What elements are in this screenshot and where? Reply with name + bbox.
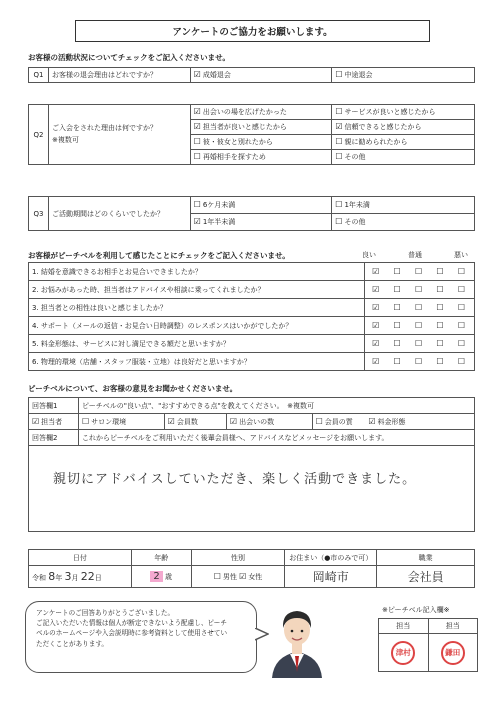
staff-header-2: 担当: [428, 619, 478, 634]
footer-line1: アンケートのご回答ありがとうございました。: [36, 609, 175, 617]
option-label: 担当者: [41, 417, 63, 426]
option-label: サービスが良いと感じたから: [344, 108, 436, 116]
checkbox[interactable]: ☐: [315, 416, 323, 426]
option-label: 6ケ月未満: [202, 201, 236, 209]
rating-checkbox[interactable]: ☐: [393, 285, 401, 294]
female-label: 女性: [248, 572, 263, 581]
rating-no: 5.: [32, 339, 39, 348]
checkbox[interactable]: ☐: [193, 200, 201, 209]
checkbox-checked[interactable]: ☑: [32, 416, 40, 426]
option-label: 1年未満: [344, 201, 370, 209]
option-label: 1年半未満: [202, 218, 236, 226]
header-address: お住まい（●市のみで可）: [285, 550, 377, 566]
rating-checkbox[interactable]: ☐: [457, 303, 465, 312]
option-label: 料金形態: [377, 417, 406, 426]
staff-seal-1: 津村: [391, 641, 415, 665]
month-value[interactable]: 3: [64, 570, 72, 583]
answer2-label: 回答欄2: [29, 430, 79, 446]
rating-checkbox[interactable]: ☐: [414, 321, 423, 330]
header-job: 職業: [377, 550, 475, 566]
era: 令和: [32, 574, 46, 582]
answer1-label: 回答欄1: [29, 398, 79, 414]
rating-checkbox[interactable]: ☐: [414, 267, 423, 276]
rating-checkbox[interactable]: ☐: [457, 339, 465, 348]
rating-checkbox[interactable]: ☐: [436, 321, 444, 330]
rating-checkbox-checked[interactable]: ☑: [372, 321, 380, 330]
checkbox[interactable]: ☐: [193, 152, 201, 161]
rating-question: サポート（メールの返信・お見合い日時調整）のレスポンスはいかがでしたか？: [40, 321, 293, 330]
year-unit: 年: [55, 574, 63, 582]
rating-no: 4.: [32, 321, 39, 330]
rating-checkbox[interactable]: ☐: [414, 285, 423, 294]
rating-question: 結婚を意識できるお相手とお見合いできましたか？: [40, 267, 202, 276]
q2-note: ※複数可: [51, 135, 79, 144]
option-label: 会員の質: [324, 417, 353, 426]
staff-section-title: ※ピーチベル記入欄※: [382, 606, 450, 614]
q3-text: ご活動期間はどのくらいでしたか？: [48, 197, 190, 231]
checkbox-checked[interactable]: ☑: [193, 217, 201, 226]
rating-checkbox[interactable]: ☐: [393, 357, 401, 366]
q2-table: [28, 104, 475, 165]
rating-checkbox-checked[interactable]: ☑: [372, 357, 380, 366]
option-label: 成婚退会: [202, 71, 231, 79]
section2-heading: お客様がピーチベルを利用して感じたことにチェックをご記入くださいませ。: [28, 251, 290, 260]
option-label: 再婚相手を探すため: [202, 153, 266, 161]
checkbox-checked[interactable]: ☑: [368, 416, 376, 426]
q3-table: [28, 196, 475, 231]
rating-question: 物理的環境（店舗・スタッフ服装・立地）は良好だと思いますか？: [40, 357, 251, 366]
answer2-prompt: これからピーチベルをご利用いただく後輩会員様へ、アドバイスなどメッセージをお願いします。: [79, 430, 475, 446]
header-date: 日付: [29, 550, 132, 566]
option-label: 中途退会: [344, 71, 373, 79]
male-label: 男性: [222, 572, 237, 581]
q1-no: Q1: [29, 68, 49, 83]
rating-checkbox[interactable]: ☐: [414, 357, 423, 366]
rating-checkbox[interactable]: ☐: [436, 285, 444, 294]
age-value[interactable]: 2: [150, 571, 162, 582]
checkbox-checked[interactable]: ☑: [193, 70, 201, 79]
rating-checkbox-checked[interactable]: ☑: [372, 285, 380, 294]
q1-table: [28, 67, 475, 83]
rating-checkbox[interactable]: ☐: [436, 303, 444, 312]
staff-seal-2: 鎌田: [441, 641, 465, 665]
header-sex: 性別: [191, 550, 285, 566]
option-label: 出会いの数: [239, 417, 275, 426]
option-label: サロン環境: [91, 417, 127, 426]
year-value[interactable]: 8: [48, 570, 56, 583]
checkbox-checked[interactable]: ☑: [229, 416, 238, 426]
checkbox[interactable]: ☐: [335, 152, 343, 161]
rating-checkbox[interactable]: ☐: [393, 321, 401, 330]
option-label: 担当者が良いと感じたから: [202, 123, 287, 131]
rating-no: 2.: [32, 285, 39, 294]
rating-checkbox[interactable]: ☐: [457, 357, 465, 366]
job-value[interactable]: 会社員: [407, 570, 444, 584]
thank-you-bubble: [25, 601, 257, 673]
answer2-handwritten[interactable]: 親切にアドバイスしていただき、楽しく活動できました。: [53, 472, 417, 487]
rating-checkbox[interactable]: ☐: [393, 303, 401, 312]
staff-stamp-table: [378, 618, 478, 672]
section1-heading: お客様の活動状況についてチェックをご記入くださいませ。: [28, 53, 230, 62]
checkbox-checked[interactable]: ☑: [193, 107, 201, 116]
checkbox[interactable]: ☐: [335, 200, 343, 209]
staff-header-1: 担当: [379, 619, 429, 634]
checkbox[interactable]: ☐: [335, 70, 343, 79]
option-label: 親に勧められたから: [344, 138, 408, 146]
opinion-table: [28, 397, 475, 532]
q2-text: ご入会をされた理由は何ですか？: [51, 124, 157, 133]
rating-table: [28, 262, 475, 371]
option-label: 信頼できると感じたから: [344, 123, 422, 131]
rating-no: 6.: [32, 357, 39, 366]
checkbox[interactable]: ☐: [193, 137, 201, 146]
rating-checkbox-checked[interactable]: ☑: [372, 303, 380, 312]
option-label: その他: [344, 218, 366, 226]
section3-heading: ピーチベルについて、お客様の意見をお聞かせくださいませ。: [28, 384, 238, 393]
rating-checkbox[interactable]: ☐: [457, 285, 465, 294]
q3-no: Q3: [29, 197, 49, 231]
checkbox[interactable]: ☐: [335, 137, 343, 146]
checkbox[interactable]: ☐: [335, 217, 343, 226]
checkbox[interactable]: ☐: [335, 107, 343, 116]
checkbox-checked[interactable]: ☑: [193, 122, 201, 131]
survey-title: アンケートのご協力をお願いします。: [75, 20, 430, 42]
footer-line4: ただくことがあります。: [36, 639, 109, 648]
respondent-info-table: [28, 549, 475, 588]
footer-line2: ご記入いただいた情報は個人が断定できないよう配慮し、ピーチ: [36, 619, 227, 628]
option-label: 彼・彼女と別れたから: [202, 138, 273, 146]
month-unit: 月: [71, 574, 79, 582]
day-unit: 日: [94, 574, 102, 582]
answer1-prompt: ピーチベルの"良い点"、"おすすめできる点"を教えてください。 ※複数可: [79, 398, 475, 414]
scale-bad: 悪い: [454, 251, 468, 259]
scale-good: 良い: [362, 251, 376, 259]
rating-no: 1.: [32, 267, 39, 276]
male-checkbox[interactable]: ☐: [213, 571, 221, 581]
rating-checkbox[interactable]: ☐: [457, 321, 465, 330]
rating-checkbox[interactable]: ☐: [457, 267, 465, 276]
age-unit: 歳: [165, 573, 172, 581]
day-value[interactable]: 22: [80, 570, 95, 583]
rating-checkbox[interactable]: ☐: [393, 339, 401, 348]
header-age: 年齢: [131, 550, 191, 566]
staff-illustration: [268, 598, 326, 678]
rating-checkbox[interactable]: ☐: [414, 339, 423, 348]
option-label: 会員数: [176, 417, 198, 426]
checkbox-checked[interactable]: ☑: [167, 416, 175, 426]
rating-checkbox-checked[interactable]: ☑: [372, 267, 380, 276]
rating-question: 担当者との相性は良いと感じましたか？: [40, 303, 167, 312]
rating-question: お悩みがあった時、担当者はアドバイスや相談に乗ってくれましたか？: [40, 285, 265, 294]
rating-checkbox[interactable]: ☐: [436, 339, 444, 348]
q1-text: お客様の退会理由はどれですか？: [48, 68, 190, 83]
rating-checkbox[interactable]: ☐: [393, 267, 401, 276]
rating-checkbox[interactable]: ☐: [436, 357, 444, 366]
checkbox[interactable]: ☐: [82, 416, 90, 426]
rating-question: 料金形態は、サービスに対し満足できる額だと思いますか？: [40, 339, 230, 348]
option-label: その他: [344, 153, 366, 161]
checkbox-checked[interactable]: ☑: [335, 122, 343, 131]
female-checkbox[interactable]: ☑: [239, 571, 247, 581]
rating-checkbox-checked[interactable]: ☑: [372, 339, 380, 348]
footer-line3: ベルのホームページや入会説明時に参考資料として使用させてい: [36, 629, 228, 638]
rating-no: 3.: [32, 303, 39, 312]
rating-checkbox[interactable]: ☐: [414, 303, 423, 312]
q2-no: Q2: [29, 105, 49, 165]
option-label: 出会いの場を広げたかった: [202, 108, 287, 116]
address-value[interactable]: 岡崎市: [312, 570, 349, 584]
rating-checkbox[interactable]: ☐: [436, 267, 444, 276]
speech-tail: [255, 628, 269, 642]
scale-normal: 普通: [408, 251, 422, 259]
